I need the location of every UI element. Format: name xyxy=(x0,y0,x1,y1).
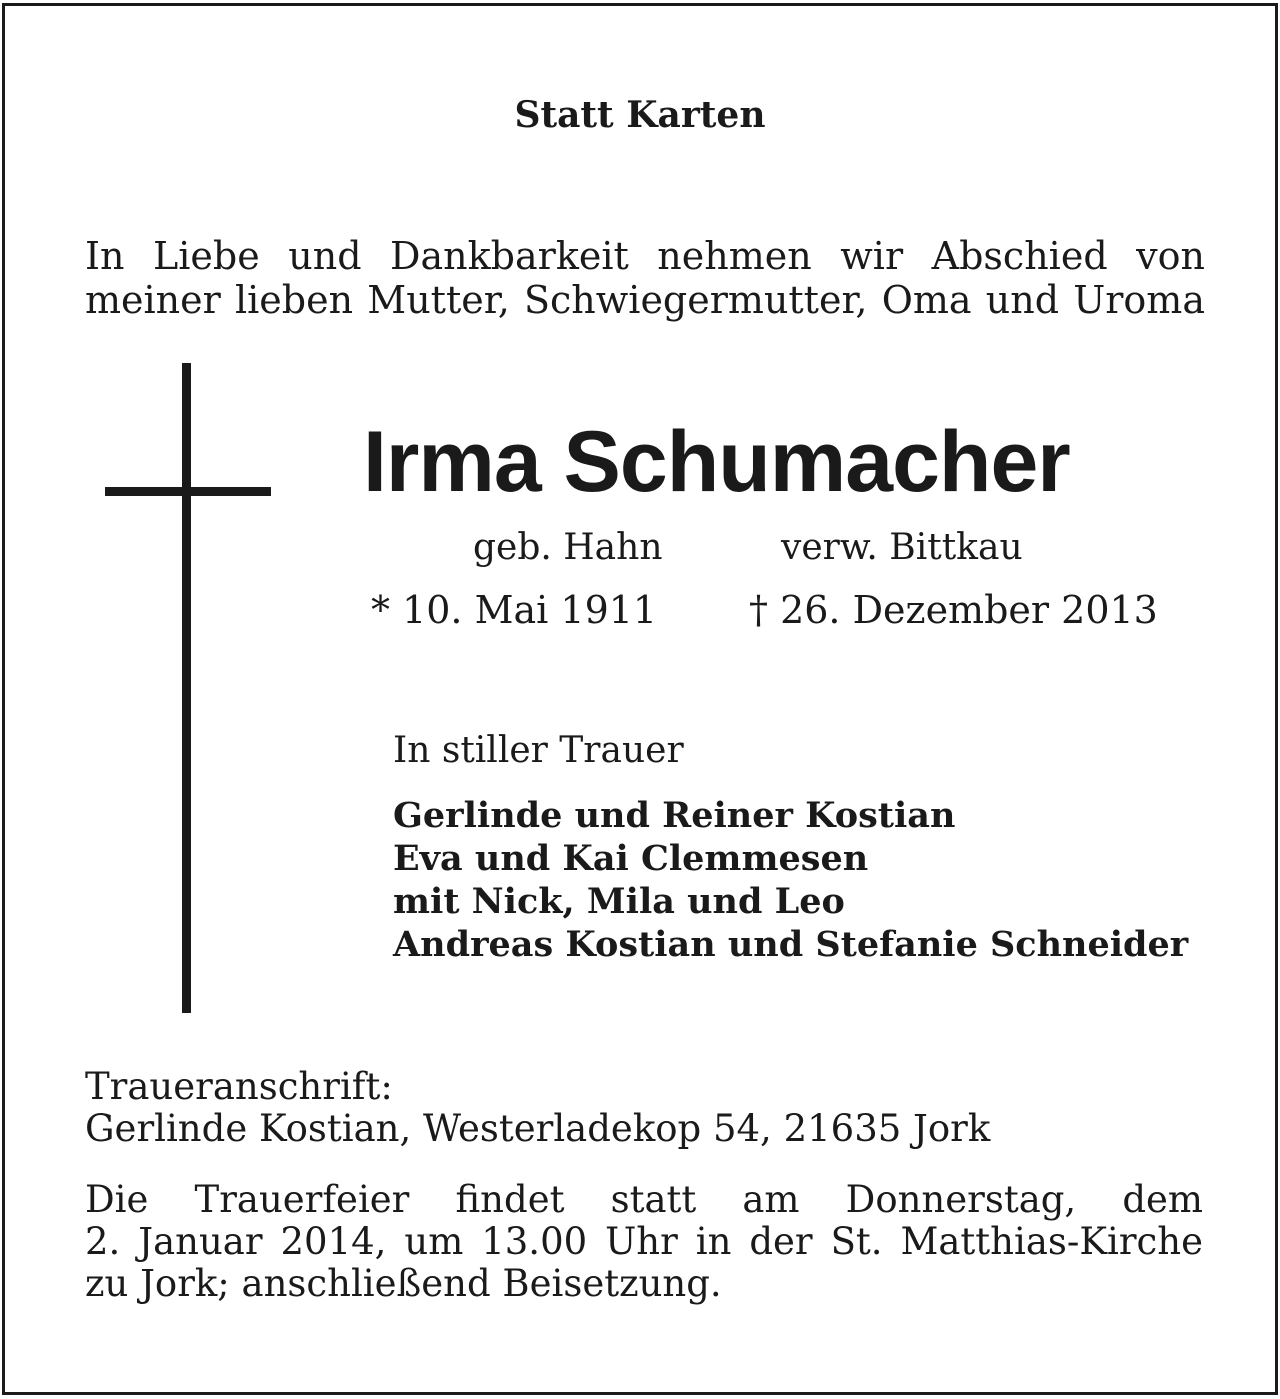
funeral-line-1: Die Trauerfeier findet statt am Donnerstag, dem xyxy=(85,1178,1203,1221)
maiden-name: geb. Hahn xyxy=(473,527,663,568)
obituary-notice xyxy=(2,3,1278,1395)
funeral-info xyxy=(85,1179,1203,1305)
death-date: † 26. Dezember 2013 xyxy=(749,588,1158,632)
mourner-line: mit Nick, Mila und Leo xyxy=(393,881,845,922)
intro-line-2: meiner lieben Mutter, Schwiegermutter, Oma und Uroma xyxy=(85,278,1205,322)
address-label: Traueranschrift: xyxy=(85,1065,393,1108)
notice-header: Statt Karten xyxy=(514,94,766,136)
mourner-line: Eva und Kai Clemmesen xyxy=(393,838,869,879)
funeral-line-3: zu Jork; anschließend Beisetzung. xyxy=(85,1262,722,1305)
deceased-name: Irma Schumacher xyxy=(363,414,1070,510)
address-value: Gerlinde Kostian, Westerladekop 54, 21635 Jork xyxy=(85,1107,991,1150)
funeral-line-2: 2. Januar 2014, um 13.00 Uhr in der St. Matthias-Kirche xyxy=(85,1220,1203,1263)
widowed-name: verw. Bittkau xyxy=(781,527,1023,568)
cross-horizontal-bar xyxy=(105,487,271,496)
intro-line-1: In Liebe und Dankbarkeit nehmen wir Abschied von xyxy=(85,234,1205,278)
mourner-line: Andreas Kostian und Stefanie Schneider xyxy=(393,924,1189,965)
birth-date: * 10. Mai 1911 xyxy=(371,588,658,632)
mourners-list xyxy=(393,794,1188,966)
mourning-intro: In stiller Trauer xyxy=(393,730,684,771)
cross-vertical-bar xyxy=(182,363,191,1013)
mourner-line: Gerlinde und Reiner Kostian xyxy=(393,795,956,836)
mourning-address xyxy=(85,1066,990,1150)
intro-text xyxy=(85,234,1205,322)
